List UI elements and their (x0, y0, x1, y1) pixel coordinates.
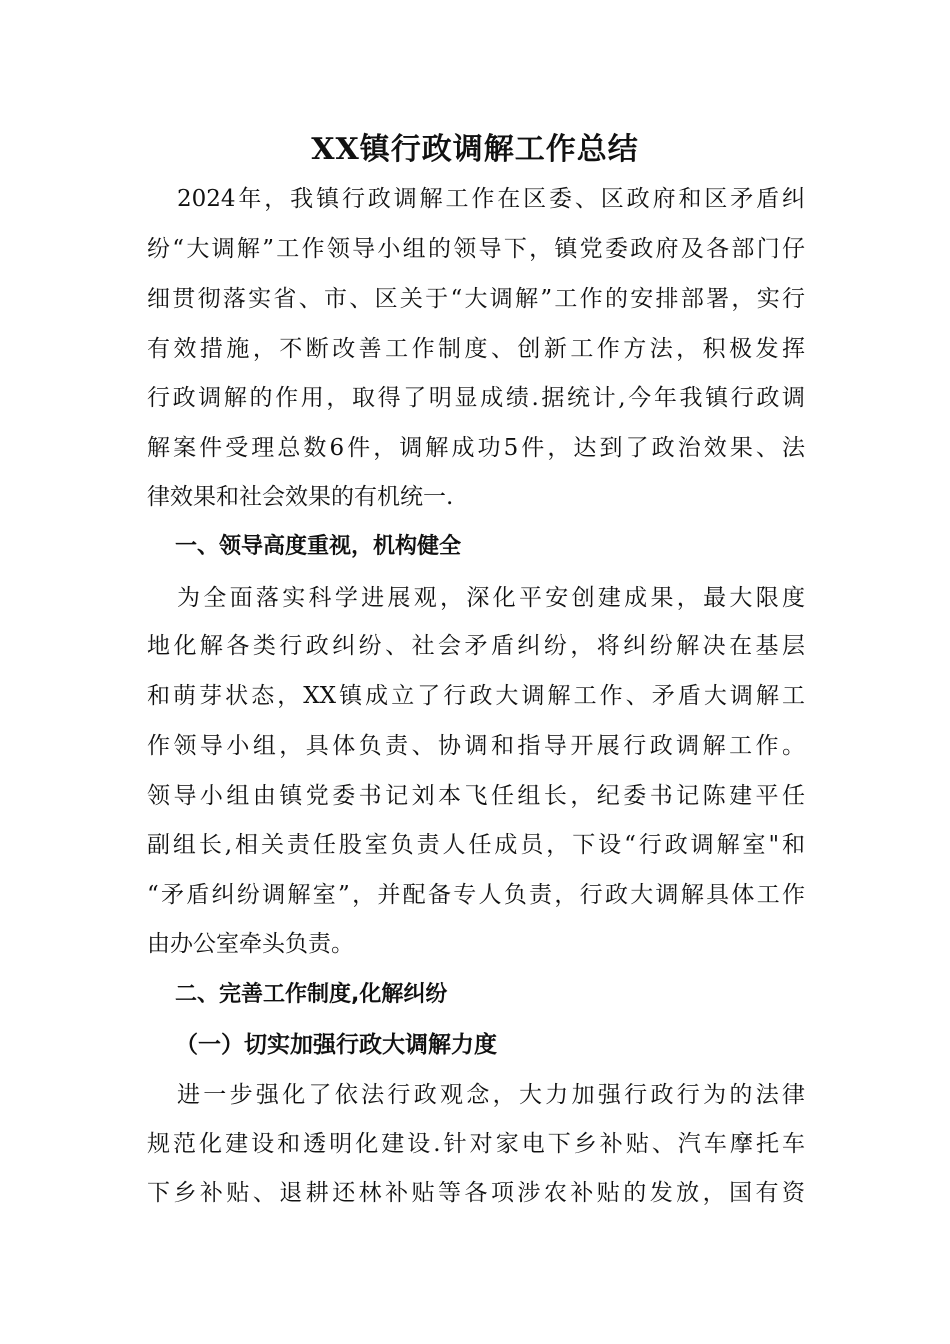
paragraph-line: 作领导小组，具体负责、协调和指导开展行政调解工作。 (147, 733, 805, 759)
subsection-heading: （一）切实加强行政大调解力度 (175, 1031, 497, 1058)
paragraph-line: 地化解各类行政纠纷、社会矛盾纠纷，将纠纷解决在基层 (147, 633, 805, 659)
paragraph-line: 2024年，我镇行政调解工作在区委、区政府和区矛盾纠 (177, 186, 805, 212)
paragraph-line: 行政调解的作用，取得了明显成绩.据统计,今年我镇行政调 (147, 385, 805, 411)
document-title: XX镇行政调解工作总结 (311, 132, 639, 167)
section-heading: 一、领导高度重视，机构健全 (175, 534, 462, 559)
paragraph-line: 进一步强化了依法行政观念，大力加强行政行为的法律 (177, 1082, 805, 1108)
paragraph-line: 律效果和社会效果的有机统一. (147, 484, 454, 510)
paragraph-line: 和萌芽状态，XX镇成立了行政大调解工作、矛盾大调解工 (147, 683, 805, 709)
paragraph-line: 细贯彻落实省、市、区关于“大调解”工作的安排部署，实行 (147, 286, 805, 312)
paragraph-line: 领导小组由镇党委书记刘本飞任组长，纪委书记陈建平任 (147, 783, 805, 809)
section-heading: 二、完善工作制度,化解纠纷 (175, 982, 448, 1007)
paragraph-line: “矛盾纠纷调解室”，并配备专人负责，行政大调解具体工作 (147, 882, 805, 908)
paragraph-line: 规范化建设和透明化建设.针对家电下乡补贴、汽车摩托车 (147, 1131, 805, 1157)
paragraph-line: 纷“大调解”工作领导小组的领导下，镇党委政府及各部门仔 (147, 236, 805, 262)
paragraph-line: 下乡补贴、退耕还林补贴等各项涉农补贴的发放，国有资 (147, 1180, 805, 1206)
paragraph-line: 为全面落实科学进展观，深化平安创建成果，最大限度 (177, 585, 805, 611)
paragraph-line: 副组长,相关责任股室负责人任成员，下设“行政调解室"和 (147, 832, 805, 858)
paragraph-line: 由办公室牵头负责。 (147, 931, 354, 957)
paragraph-line: 解案件受理总数6件，调解成功5件，达到了政治效果、法 (147, 435, 805, 461)
paragraph-line: 有效措施，不断改善工作制度、创新工作方法，积极发挥 (147, 336, 805, 362)
